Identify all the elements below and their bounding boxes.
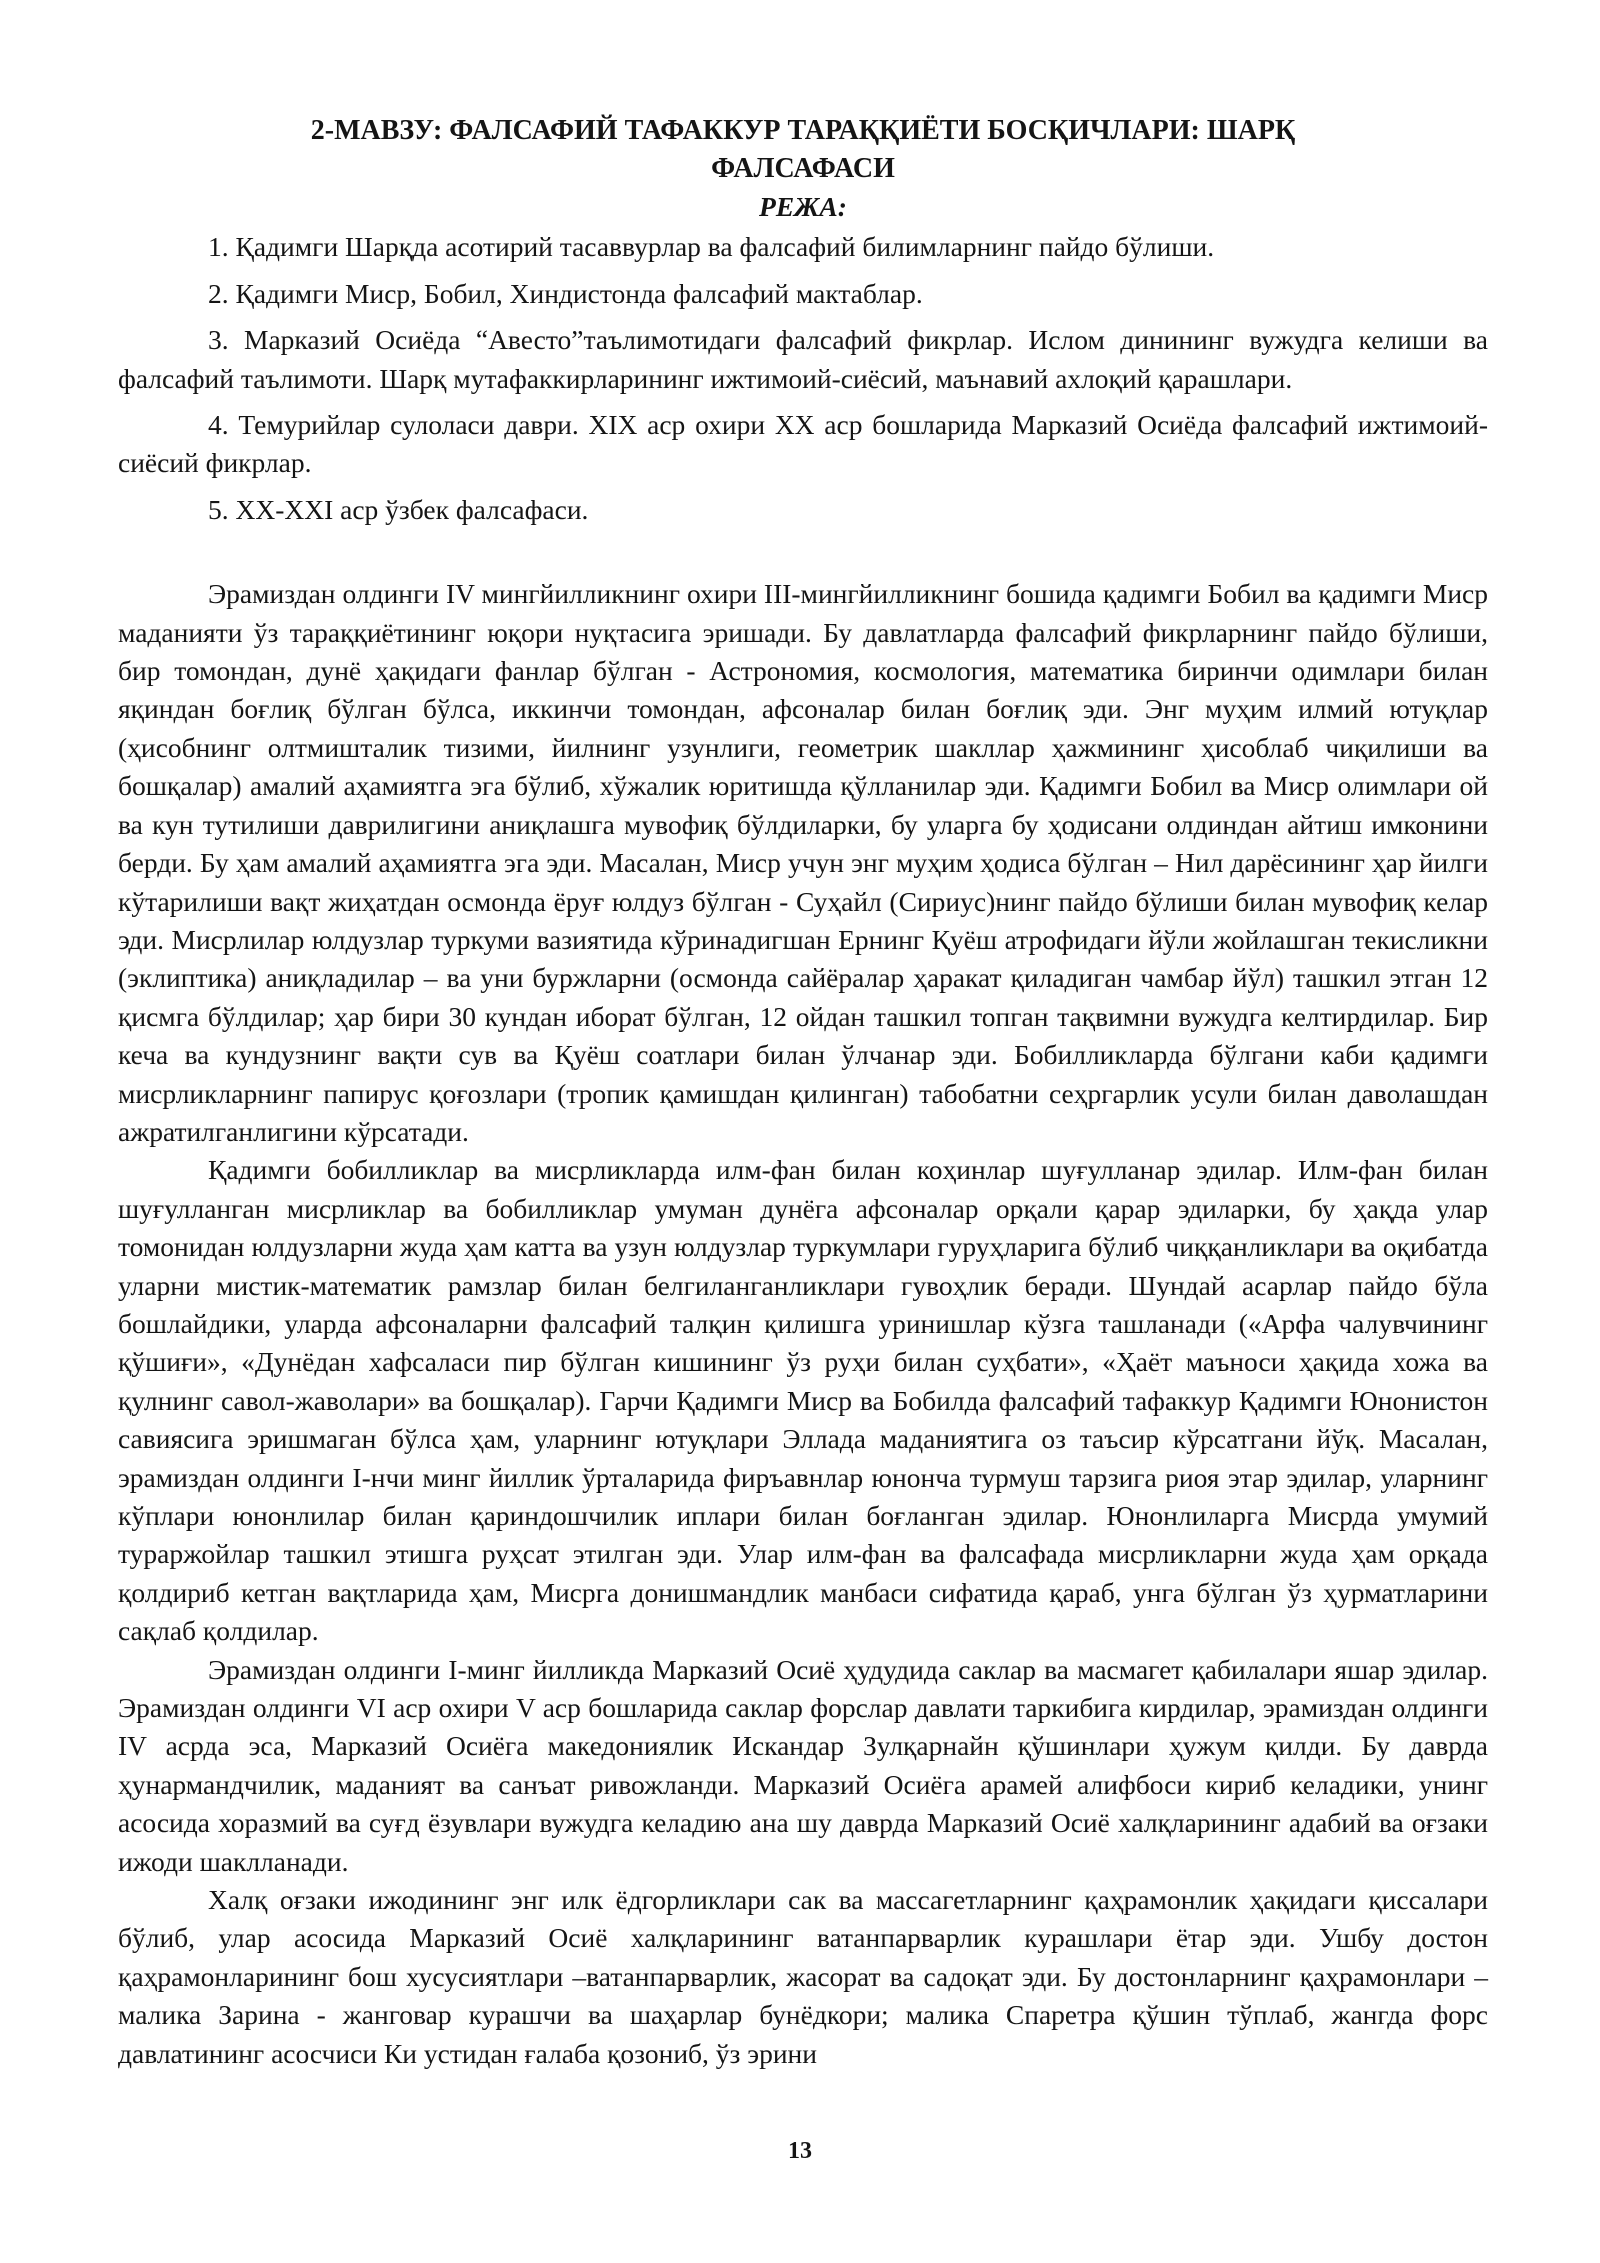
paragraph: Эрамиздан олдинги I-минг йилликда Марказий Осиё ҳудудида саклар ва масмагет қабилалари яшар эдилар. Эрамиздан олдинги VI аср охири V аср бошларида саклар форслар давлати таркибига кирдилар, эрамиздан олдинги IV асрда эса, Марказий Осиёга македониялик Искандар Зулқарнайн қўшинлари ҳужум қилди. Бу даврда ҳунармандчилик, маданият ва санъат ривожланди. Марказий Осиёга арамей алифбоси кириб келадики, унинг асосида хоразмий ва суғд ёзувлари вужудга келадию ана шу даврда Марказий Осиё халқларининг адабий ва оғзаки ижоди шаклланади. [118, 1653, 1488, 1877]
paragraph: Эрамиздан олдинги IV мингйилликнинг охири III-мингйилликнинг бошида қадимги Бобил ва қадимги Миср маданияти ўз тараққиётининг юқори нуқтасига эришади. Бу давлатларда фалсафий фикрларнинг пайдо бўлиши, бир томондан, дунё ҳақидаги фанлар бўлган - Астрономия, космология, математика биринчи одимлари билан яқиндан боғлиқ бўлган бўлса, иккинчи томондан, афсоналар билан боғлиқ эди. Энг муҳим илмий ютуқлар (ҳисобнинг олтмишталик тизими, йилнинг узунлиги, геометрик шакллар ҳажмининг ҳисоблаб чиқилиши ва бошқалар) амалий аҳамиятга эга бўлиб, хўжалик юритишда қўлланилар эди. Қадимги Бобил ва Миср олимлари ой ва кун тутилиши даврилигини аниқлашга мувофиқ бўлдиларки, бу уларга бу ҳодисани олдиндан айтиш имконини берди. Бу ҳам амалий аҳамиятга эга эди. Масалан, Миср учун энг муҳим ҳодиса бўлган – Нил дарёсининг ҳар йилги кўтарилиши вақт жиҳатдан осмонда ёруғ юлдуз бўлган - Суҳайл (Сириус)нинг пайдо бўлиши билан мувофиқ келар эди. Мисрлилар юлдузлар туркуми вазиятида кўринадигшан Ернинг Қуёш атрофидаги йўли жойлашган текисликни (эклиптика) аниқладилар – ва уни буржларни (осмонда сайёралар ҳаракат қиладиган чамбар йўл) ташкил этган 12 қисмга бўлдилар; ҳар бири 30 кундан иборат бўлган, 12 ойдан ташкил топган тақвимни вужудга келтирдилар. Бир кеча ва кундузнинг вақти сув ва Қуёш соатлари билан ўлчанар эди. Бобилликларда бўлгани каби қадимги мисрликларнинг папирус қоғозлари (тропик қамишдан қилинган) табобатни сеҳргарлик усули билан даволашдан ажратилганлигини кўрсатади. [118, 578, 1488, 1147]
title-line-2: ФАЛСАФАСИ [711, 153, 895, 184]
page-title [118, 112, 1488, 188]
paragraph: Халқ оғзаки ижодининг энг илк ёдгорликлари сак ва массагетларнинг қаҳрамонлик ҳақидаги қиссалари бўлиб, улар асосида Марказий Осиё халқларининг ватанпарварлик курашлари ётар эди. Ушбу достон қаҳрамонларининг бош хусусиятлари –ватанпарварлик, жасорат ва садоқат эди. Бу достонларнинг қаҳрамонлари – малика Зарина - жанговар курашчи ва шаҳарлар бунёдкори; малика Спаретра қўшин тўплаб, жангда форс давлатининг асосчиси Ки устидан ғалаба қозониб, ўз эрини [118, 1884, 1488, 2069]
plan-item: 5. XX-XXI аср ўзбек фалсафаси. [208, 493, 589, 525]
plan-item: 3. Марказий Осиёда “Авесто”таълимотидаги фалсафий фикрлар. Ислом динининг вужудга келиши ва фалсафий таълимоти. Шарқ мутафаккирларининг ижтимоий-сиёсий, маънавий ахлоқий қарашлари. [118, 324, 1488, 394]
title-line-1: 2-МАВЗУ: ФАЛСАФИЙ ТАФАККУР ТАРАҚҚИЁТИ БОСҚИЧЛАРИ: ШАРҚ [310, 115, 1296, 146]
plan-heading: РЕЖА: [759, 191, 847, 222]
plan-item: 1. Қадимги Шарқда асотирий тасаввурлар ва фалсафий билимларнинг пайдо бўлиши. [208, 231, 1215, 263]
body-text [118, 575, 1488, 2073]
page-number: 13 [788, 2138, 812, 2164]
plan-item: 2. Қадимги Миср, Бобил, Хиндистонда фалсафий мактаблар. [208, 277, 923, 309]
plan-item: 4. Темурийлар сулоласи даври. XIX аср охири XX аср бошларида Марказий Осиёда фалсафий ижтимоий-сиёсий фикрлар. [118, 409, 1488, 479]
paragraph: Қадимги бобилликлар ва мисрликларда илм-фан билан коҳинлар шуғулланар эдилар. Илм-фан билан шуғулланган мисрликлар ва бобилликлар умуман дунёга афсоналар орқали қарар эдиларки, бу ҳақда улар томонидан юлдузларни жуда ҳам катта ва узун юлдузлар туркумлари гуруҳларига бўлиб чиққанликлари ва оқибатда уларни мистик-математик рамзлар билан белгиланганликлари гувоҳлик беради. Шундай асарлар пайдо бўла бошлайдики, уларда афсоналарни фалсафий талқин қилишга уринишлар кўзга ташланади («Арфа чалувчининг қўшиғи», «Дунёдан хафсаласи пир бўлган кишининг ўз руҳи билан суҳбати», «Ҳаёт маъноси ҳақида хожа ва қулнинг савол-жаволари» ва бошқалар). Гарчи Қадимги Миср ва Бобилда фалсафий тафаккур Қадимги Юнонистон савиясига эришмаган бўлса ҳам, уларнинг ютуқлари Эллада маданиятига оз таъсир кўрсатгани йўқ. Масалан, эрамиздан олдинги I-нчи минг йиллик ўрталарида фиръавнлар юнонча турмуш тарзига риоя этар эдилар, уларнинг кўплари юнонлилар билан қариндошчилик иплари билан боғланган эдилар. Юнонлиларга Мисрда умумий тураржойлар ташкил этишга руҳсат этилган эди. Улар илм-фан ва фалсафада мисрликларни жуда ҳам орқада қолдириб кетган вақтларида ҳам, Мисрга донишмандлик манбаси сифатида қараб, унга бўлган ўз ҳурматларини сақлаб қолдилар. [118, 1154, 1488, 1647]
plan-list [118, 228, 1488, 529]
